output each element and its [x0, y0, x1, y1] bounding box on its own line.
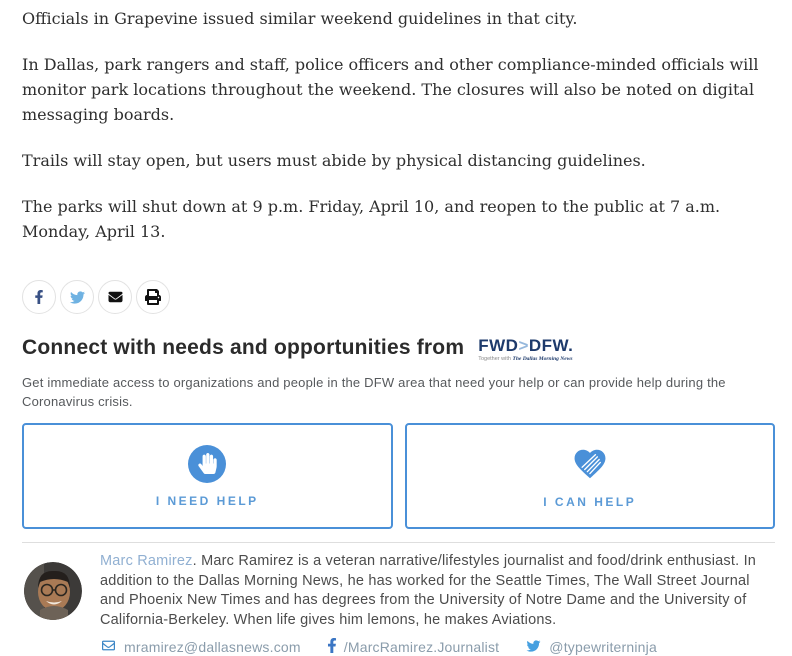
share-twitter-button[interactable]	[60, 280, 94, 314]
share-email-button[interactable]	[98, 280, 132, 314]
author-twitter-link[interactable]	[525, 639, 657, 656]
share-facebook-button[interactable]	[22, 280, 56, 314]
help-buttons-row	[22, 423, 775, 529]
author-name-period: .	[192, 553, 197, 569]
envelope-icon	[100, 639, 117, 655]
i-need-help-button[interactable]	[22, 423, 393, 529]
i-need-help-label: I NEED HELP	[155, 493, 259, 508]
article-paragraph: Officials in Grapevine issued similar weekend guidelines in that city.	[22, 9, 578, 28]
promo-heading: Connect with needs and opportunities from	[22, 336, 465, 359]
author-twitter-label: @typewriterninja	[549, 639, 657, 655]
i-can-help-button[interactable]	[405, 423, 776, 529]
facebook-icon	[327, 638, 337, 656]
article-paragraph: The parks will shut down at 9 p.m. Friday, April 10, and reopen to the public at 7 a.m. Monday, April 13.	[22, 197, 721, 241]
article-body	[22, 6, 775, 244]
author-avatar	[24, 562, 82, 620]
twitter-icon	[69, 290, 86, 305]
author-bio-section	[22, 552, 775, 656]
email-icon	[107, 290, 124, 304]
fwddfw-logo	[478, 337, 573, 362]
author-facebook-label: /MarcRamirez.Journalist	[343, 639, 500, 655]
raised-hand-icon	[188, 445, 226, 483]
author-email-label: mramirez@dallasnews.com	[124, 639, 301, 655]
handshake-heart-icon	[568, 444, 612, 484]
author-email-link[interactable]	[100, 639, 301, 655]
print-icon	[145, 289, 161, 305]
share-toolbar	[22, 280, 775, 314]
author-name-link[interactable]: Marc Ramirez	[100, 553, 193, 569]
author-contact-row	[100, 638, 774, 656]
fwddfw-promo	[22, 336, 775, 529]
share-print-button[interactable]	[136, 280, 170, 314]
section-divider	[22, 542, 775, 543]
author-bio-body: Marc Ramirez is a veteran narrative/lifestyles journalist and food/drink enthusiast. In addition to the Dallas Morning News, he has worked for the Seattle Times, The Wall Street Journal and Phoenix New Times and has degrees from the University of Notre Dame and the University of California-Berkeley. When life gives him lemons, he makes Aviations.	[100, 553, 757, 628]
author-bio-text	[100, 552, 774, 630]
facebook-icon	[32, 290, 46, 304]
twitter-icon	[525, 639, 542, 656]
fwddfw-logo-wordmark: FWD>DFW.	[478, 336, 574, 355]
author-facebook-link[interactable]	[327, 638, 500, 656]
author-details	[100, 552, 774, 656]
article-paragraph: Trails will stay open, but users must abide by physical distancing guidelines.	[22, 151, 646, 170]
article-paragraph: In Dallas, park rangers and staff, police officers and other compliance-minded officials will monitor park locations throughout the weekend. The closures will also be noted on digital messaging boards.	[22, 55, 759, 124]
fwddfw-logo-tagline: Together with The Dallas Morning News	[478, 356, 573, 362]
promo-description: Get immediate access to organizations and people in the DFW area that need your help or can provide help during the Coronavirus crisis.	[22, 375, 726, 409]
i-can-help-label: I CAN HELP	[543, 494, 637, 509]
